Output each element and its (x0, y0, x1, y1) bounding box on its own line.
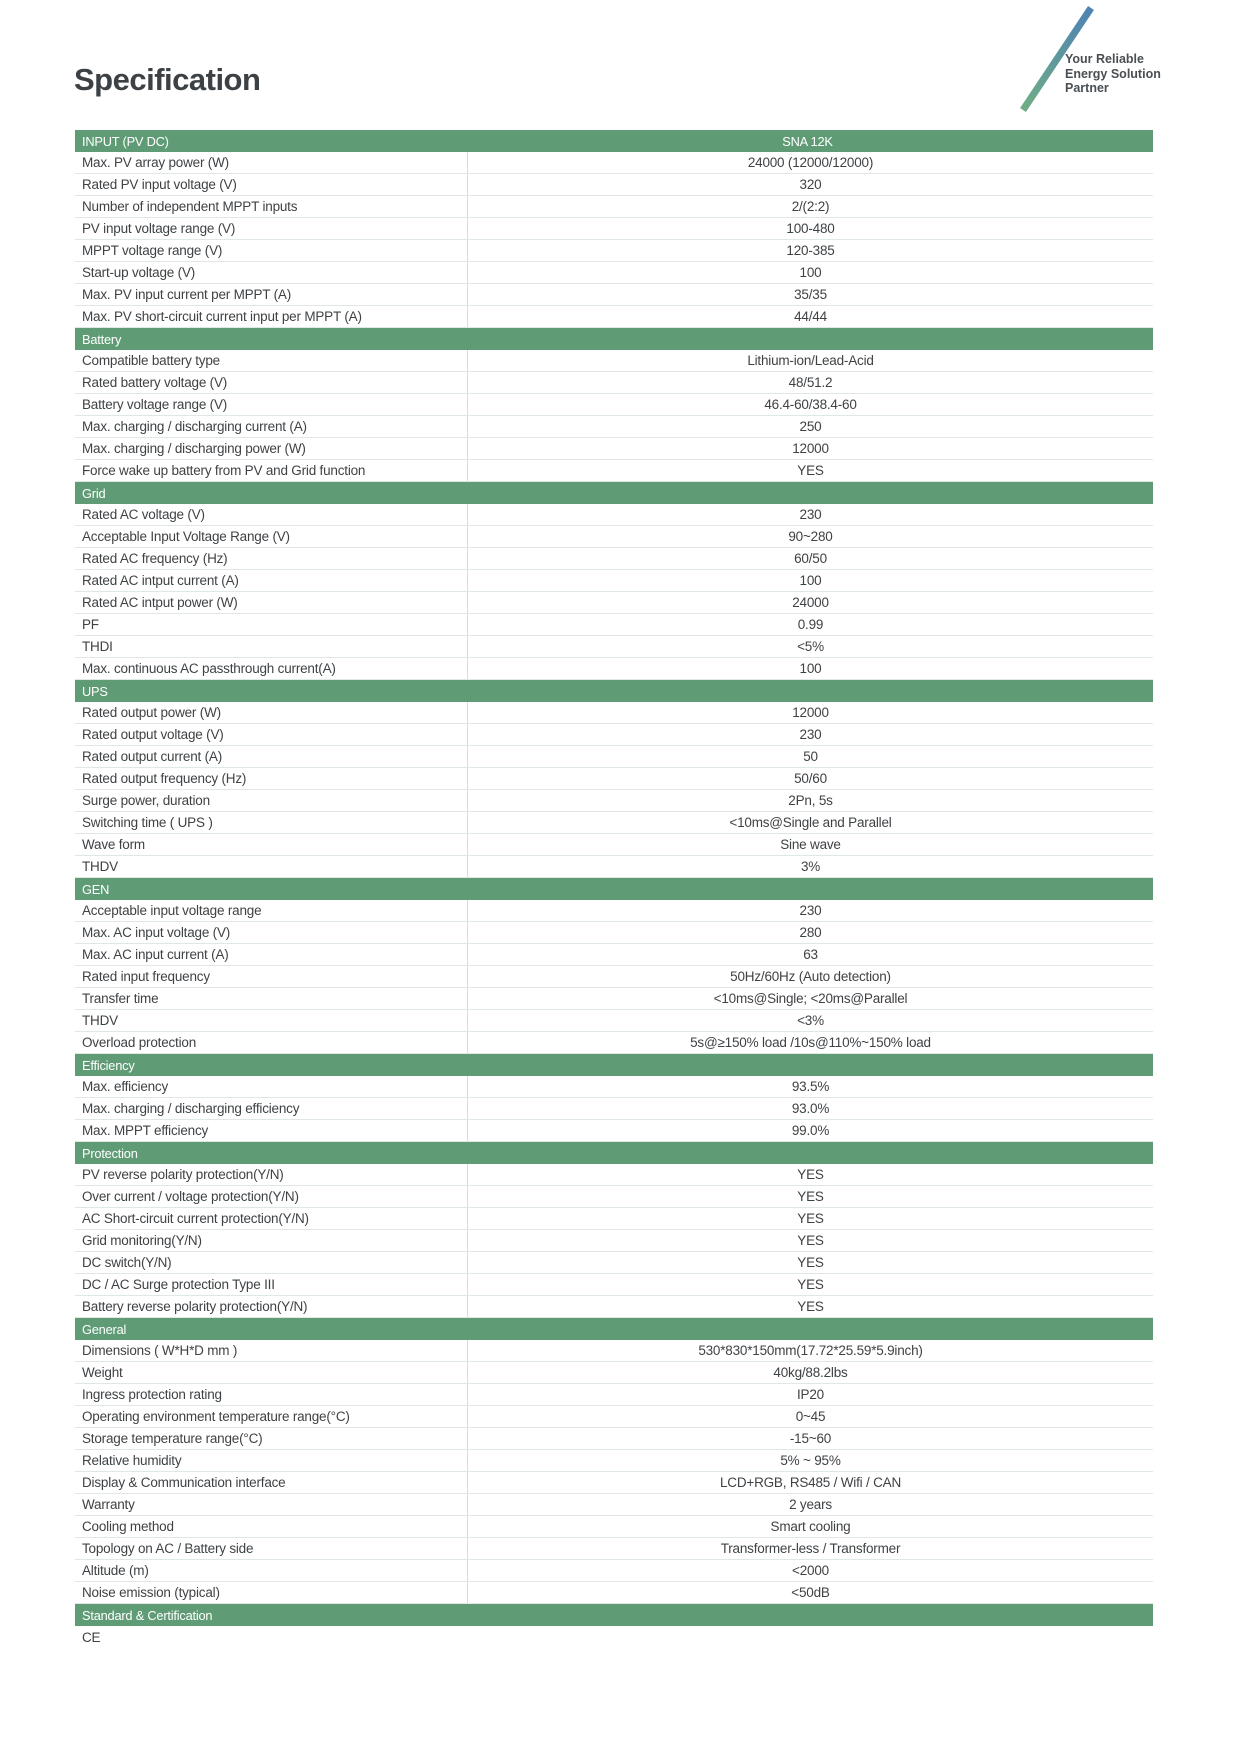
table-row (75, 504, 1153, 526)
section-title: Efficiency (82, 1057, 135, 1073)
spec-label: Overload protection (75, 1032, 468, 1053)
table-row (75, 1230, 1153, 1252)
spec-label: Over current / voltage protection(Y/N) (75, 1186, 468, 1207)
spec-value: 100 (799, 265, 822, 280)
spec-value: 280 (799, 925, 822, 940)
spec-value: 48/51.2 (788, 375, 833, 390)
section-header-gen (75, 878, 1153, 900)
spec-label: Relative humidity (75, 1450, 468, 1471)
section-header-battery (75, 328, 1153, 350)
table-row (75, 1252, 1153, 1274)
spec-label: Noise emission (typical) (75, 1582, 468, 1603)
table-row (75, 152, 1153, 174)
table-row (75, 1274, 1153, 1296)
table-row (75, 1428, 1153, 1450)
spec-value: 320 (799, 177, 822, 192)
table-row (75, 460, 1153, 482)
spec-value: 230 (799, 507, 822, 522)
spec-label: Ingress protection rating (75, 1384, 468, 1405)
spec-value: 100 (799, 573, 822, 588)
table-row (75, 570, 1153, 592)
spec-label: Topology on AC / Battery side (75, 1538, 468, 1559)
brand-tagline-line1: Your Reliable (1065, 52, 1144, 66)
section-title: General (82, 1321, 127, 1337)
spec-label: Rated battery voltage (V) (75, 372, 468, 393)
spec-value: <5% (797, 639, 824, 654)
table-row (75, 1032, 1153, 1054)
table-row (75, 526, 1153, 548)
spec-value: 99.0% (791, 1123, 830, 1138)
spec-label: THDV (75, 856, 468, 877)
spec-value: 44/44 (794, 309, 827, 324)
table-row (75, 1186, 1153, 1208)
spec-value: 2 years (789, 1497, 832, 1512)
table-row (75, 262, 1153, 284)
spec-label: Storage temperature range(°C) (75, 1428, 468, 1449)
spec-value: 2/(2:2) (791, 199, 830, 214)
spec-value: 63 (803, 947, 818, 962)
table-row (75, 1472, 1153, 1494)
spec-label: Max. MPPT efficiency (75, 1120, 468, 1141)
table-row (75, 790, 1153, 812)
table-row (75, 1582, 1153, 1604)
spec-label: PV reverse polarity protection(Y/N) (75, 1164, 468, 1185)
spec-value: <10ms@Single; <20ms@Parallel (713, 991, 908, 1006)
table-row (75, 812, 1153, 834)
table-row (75, 1362, 1153, 1384)
spec-value: 100-480 (786, 221, 835, 236)
table-row (75, 724, 1153, 746)
spec-label: Surge power, duration (75, 790, 468, 811)
table-row (75, 746, 1153, 768)
spec-value: 24000 (792, 595, 829, 610)
table-row (75, 196, 1153, 218)
table-row (75, 658, 1153, 680)
table-row (75, 1340, 1153, 1362)
spec-label: Max. AC input voltage (V) (75, 922, 468, 943)
table-row (75, 1296, 1153, 1318)
table-row (75, 1098, 1153, 1120)
table-row (75, 1384, 1153, 1406)
spec-label: Start-up voltage (V) (75, 262, 468, 283)
spec-value: 230 (799, 727, 822, 742)
spec-label: Acceptable input voltage range (75, 900, 468, 921)
spec-label: Rated output frequency (Hz) (75, 768, 468, 789)
spec-label: Warranty (75, 1494, 468, 1515)
spec-value: YES (797, 1299, 824, 1314)
spec-label: Max. charging / discharging efficiency (75, 1098, 468, 1119)
spec-value: 12000 (792, 705, 829, 720)
spec-label: Altitude (m) (75, 1560, 468, 1581)
spec-value: 90~280 (788, 529, 833, 544)
spec-value: YES (797, 463, 824, 478)
spec-label: PF (75, 614, 468, 635)
spec-label: Max. PV array power (W) (75, 152, 468, 173)
brand-tagline (1065, 52, 1161, 96)
spec-value: 93.0% (791, 1101, 830, 1116)
spec-value: YES (797, 1211, 824, 1226)
spec-label: Operating environment temperature range(°C) (75, 1406, 468, 1427)
table-row (75, 1406, 1153, 1428)
spec-label: Max. continuous AC passthrough current(A) (75, 658, 468, 679)
spec-value: 2Pn, 5s (788, 793, 833, 808)
spec-label: Rated output power (W) (75, 702, 468, 723)
table-row (75, 394, 1153, 416)
section-title: UPS (82, 683, 108, 699)
table-row (75, 988, 1153, 1010)
spec-label: AC Short-circuit current protection(Y/N) (75, 1208, 468, 1229)
spec-value: LCD+RGB, RS485 / Wifi / CAN (719, 1475, 902, 1490)
section-title: Standard & Certification (82, 1607, 213, 1623)
table-row (75, 702, 1153, 724)
spec-label: THDV (75, 1010, 468, 1031)
table-row (75, 834, 1153, 856)
section-header-efficiency (75, 1054, 1153, 1076)
spec-value: Transformer-less / Transformer (720, 1541, 901, 1556)
spec-value: 5s@≥150% load /10s@110%~150% load (690, 1035, 931, 1050)
brand-logo (1005, 4, 1175, 116)
spec-label: Switching time ( UPS ) (75, 812, 468, 833)
spec-label: Battery voltage range (V) (75, 394, 468, 415)
spec-label: Force wake up battery from PV and Grid function (75, 460, 468, 481)
spec-value: <50dB (791, 1585, 830, 1600)
spec-value: <10ms@Single and Parallel (729, 815, 892, 830)
spec-value: <2000 (792, 1563, 829, 1578)
table-row (75, 1560, 1153, 1582)
spec-value: YES (797, 1167, 824, 1182)
table-row (75, 1450, 1153, 1472)
spec-value: 35/35 (794, 287, 827, 302)
spec-value: 60/50 (794, 551, 827, 566)
table-row (75, 1516, 1153, 1538)
table-row (75, 174, 1153, 196)
table-row (75, 922, 1153, 944)
spec-label: THDI (75, 636, 468, 657)
spec-label: Transfer time (75, 988, 468, 1009)
table-row (75, 944, 1153, 966)
section-header-protection (75, 1142, 1153, 1164)
table-row (75, 768, 1153, 790)
spec-value: 46.4-60/38.4-60 (764, 397, 857, 412)
spec-value: IP20 (797, 1387, 824, 1402)
spec-value: -15~60 (789, 1431, 832, 1446)
spec-label: Compatible battery type (75, 350, 468, 371)
spec-value: YES (797, 1189, 824, 1204)
spec-label: Acceptable Input Voltage Range (V) (75, 526, 468, 547)
spec-label: Rated input frequency (75, 966, 468, 987)
spec-label: Grid monitoring(Y/N) (75, 1230, 468, 1251)
table-row (75, 1010, 1153, 1032)
table-row (75, 284, 1153, 306)
spec-label: Max. efficiency (75, 1076, 468, 1097)
spec-label: Rated output voltage (V) (75, 724, 468, 745)
table-row (75, 1120, 1153, 1142)
section-title: INPUT (PV DC) (82, 133, 169, 149)
section-title: GEN (82, 881, 110, 897)
spec-value: Lithium-ion/Lead-Acid (747, 353, 874, 368)
spec-value: 0.99 (797, 617, 824, 632)
table-row (75, 240, 1153, 262)
section-header-grid (75, 482, 1153, 504)
section-header-standard-certification (75, 1604, 1153, 1626)
spec-value: 230 (799, 903, 822, 918)
table-row (75, 548, 1153, 570)
table-row (75, 350, 1153, 372)
spec-label: Number of independent MPPT inputs (75, 196, 468, 217)
spec-label: Battery reverse polarity protection(Y/N) (75, 1296, 468, 1317)
table-row (75, 1164, 1153, 1186)
spec-label: Rated AC voltage (V) (75, 504, 468, 525)
spec-value: 24000 (12000/12000) (747, 155, 874, 170)
brand-tagline-line3: Partner (1065, 81, 1109, 95)
spec-value: 530*830*150mm(17.72*25.59*5.9inch) (698, 1343, 923, 1358)
spec-label: Max. charging / discharging power (W) (75, 438, 468, 459)
section-header-input-pv-dc (75, 130, 1153, 152)
table-row (75, 306, 1153, 328)
spec-label: Weight (75, 1362, 468, 1383)
spec-label: Rated AC intput current (A) (75, 570, 468, 591)
spec-value: 3% (800, 859, 821, 874)
spec-label: PV input voltage range (V) (75, 218, 468, 239)
spec-value: 50 (803, 749, 818, 764)
table-row (75, 1208, 1153, 1230)
table-row (75, 966, 1153, 988)
spec-label: Cooling method (75, 1516, 468, 1537)
table-row (75, 1076, 1153, 1098)
spec-value: YES (797, 1277, 824, 1292)
spec-label: Rated PV input voltage (V) (75, 174, 468, 195)
table-row (75, 592, 1153, 614)
table-row (75, 900, 1153, 922)
spec-label: Display & Communication interface (75, 1472, 468, 1493)
table-row (75, 218, 1153, 240)
spec-value: 40kg/88.2lbs (773, 1365, 848, 1380)
spec-label: Max. AC input current (A) (75, 944, 468, 965)
page-title: Specification (74, 62, 261, 97)
brand-tagline-line2: Energy Solution (1065, 66, 1161, 81)
spec-value: Sine wave (780, 837, 841, 852)
spec-label: DC switch(Y/N) (75, 1252, 468, 1273)
spec-label: Rated AC frequency (Hz) (75, 548, 468, 569)
spec-value: Smart cooling (770, 1519, 851, 1534)
spec-label: Wave form (75, 834, 468, 855)
section-header-ups (75, 680, 1153, 702)
table-row (75, 372, 1153, 394)
certification-text: CE (82, 1629, 101, 1645)
section-title: Grid (82, 485, 106, 501)
spec-label: MPPT voltage range (V) (75, 240, 468, 261)
spec-value: 0~45 (795, 1409, 826, 1424)
section-header-general (75, 1318, 1153, 1340)
spec-label: Max. PV short-circuit current input per MPPT (A) (75, 306, 468, 327)
spec-label: Max. charging / discharging current (A) (75, 416, 468, 437)
spec-value: <3% (797, 1013, 824, 1028)
spec-label: Rated AC intput power (W) (75, 592, 468, 613)
spec-value: 93.5% (791, 1079, 830, 1094)
spec-label: DC / AC Surge protection Type III (75, 1274, 468, 1295)
spec-table (75, 130, 1153, 1648)
table-row (75, 1494, 1153, 1516)
table-row (75, 856, 1153, 878)
spec-value: YES (797, 1255, 824, 1270)
spec-value: 5% ~ 95% (780, 1453, 841, 1468)
spec-label: Rated output current (A) (75, 746, 468, 767)
table-row (75, 416, 1153, 438)
spec-value: YES (797, 1233, 824, 1248)
table-row (75, 1538, 1153, 1560)
spec-value: 50Hz/60Hz (Auto detection) (730, 969, 891, 984)
spec-label: Dimensions ( W*H*D mm ) (75, 1340, 468, 1361)
section-title: Battery (82, 331, 122, 347)
spec-value: 250 (799, 419, 822, 434)
section-value-header: SNA 12K (782, 133, 833, 149)
table-row (75, 636, 1153, 658)
spec-value: 12000 (792, 441, 829, 456)
spec-label: Max. PV input current per MPPT (A) (75, 284, 468, 305)
table-row (75, 438, 1153, 460)
section-title: Protection (82, 1145, 138, 1161)
spec-value: 50/60 (794, 771, 827, 786)
table-row (75, 614, 1153, 636)
spec-value: 100 (799, 661, 822, 676)
spec-value: 120-385 (786, 243, 835, 258)
